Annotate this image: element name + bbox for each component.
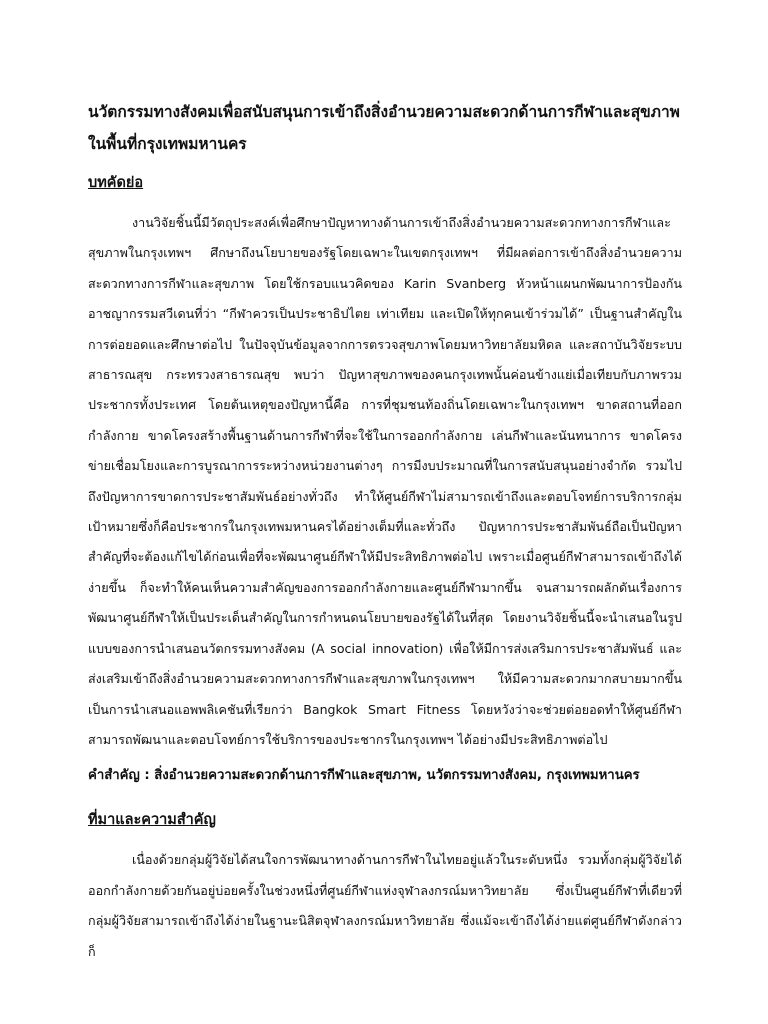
- background-heading: ที่มาและความสำคัญ: [88, 812, 216, 829]
- background-paragraph: เนื่องด้วยกลุ่มผู้วิจัยได้สนใจการพัฒนาทางด้านการกีฬาในไทยอยู่แล้วในระดับหนึ่ง รวมทั้งกลุ่มผู้วิจัยได้ออกกำลังกายด้วยกันอยู่บ่อยครั้งในช่วงหนึ่งที่ศูนย์กีฬาแห่งจุฬาลงกรณ์มหาวิทยาลัย ซึ่งเป็นศูนย์กีฬาที่เดียวที่กลุ่มผู้วิจัยสามารถเข้าถึงได้ง่ายในฐานะนิสิตจุฬาลงกรณ์มหาวิทยาลัย ซึ่งแม้จะเข้าถึงได้ง่ายแต่ศูนย์กีฬาดังกล่าวก็: [88, 852, 682, 959]
- abstract-heading: บทคัดย่อ: [88, 175, 144, 191]
- abstract-paragraph: งานวิจัยชิ้นนี้มีวัตถุประสงค์เพื่อศึกษาปัญหาทางด้านการเข้าถึงสิ่งอำนวยความสะดวกทางการกีฬาและสุขภาพในกรุงเทพฯ ศึกษาถึงนโยบายของรัฐโดยเฉพาะในเขตกรุงเทพฯ ที่มีผลต่อการเข้าถึงสิ่งอำนวยความสะดวกทางการกีฬาและสุขภาพ โดยใช้กรอบแนวคิดของ Karin Svanberg หัวหน้าแผนกพัฒนาการป้องกันอาชญากรรมสวีเดนที่ว่า “กีฬาควรเป็นประชาธิปไตย เท่าเทียม และเปิดให้ทุกคนเข้าร่วมได้” เป็นฐานสำคัญในการต่อยอดและศึกษาต่อไป ในปัจจุบันข้อมูลจากการตรวจสุขภาพโดยมหาวิทยาลัยมหิดล และสถาบันวิจัยระบบสาธารณสุข กระทรวงสาธารณสุข พบว่า ปัญหาสุขภาพของคนกรุงเทพนั้นค่อนข้างแย่เมื่อเทียบกับภาพรวมประชากรทั้งประเทศ โดยต้นเหตุของปัญหานี้คือ การที่ชุมชนท้องถิ่นโดยเฉพาะในกรุงเทพฯ ขาดสถานที่ออกกำลังกาย ขาดโครงสร้างพื้นฐานด้านการกีฬาที่จะใช้ในการออกกำลังกาย เล่นกีฬาและนันทนาการ ขาดโครงข่ายเชื่อมโยงและการบูรณาการระหว่างหน่วยงานต่างๆ การมีงบประมาณที่ในการสนับสนุนอย่างจำกัด รวมไปถึงปัญหาการขาดการประชาสัมพันธ์อย่างทั่วถึง ทำให้ศูนย์กีฬาไม่สามารถเข้าถึงและตอบโจทย์การบริการกลุ่มเป้าหมายซึ่งก็คือประชากรในกรุงเทพมหานครได้อย่างเต็มที่และทั่วถึง ปัญหาการประชาสัมพันธ์ถือเป็นปัญหาสำคัญที่จะต้องแก้ไขได้ก่อนเพื่อที่จะพัฒนาศูนย์กีฬาให้มีประสิทธิภาพต่อไป เพราะเมื่อศูนย์กีฬาสามารถเข้าถึงได้ง่ายขึ้น ก็จะทำให้คนเห็นความสำคัญของการออกกำลังกายและศูนย์กีฬามากขึ้น จนสามารถผลักดันเรื่องการพัฒนาศูนย์กีฬาให้เป็นประเด็นสำคัญในการกำหนดนโยบายของรัฐได้ในที่สุด โดยงานวิจัยชิ้นนี้จะนำเสนอในรูปแบบของการนำเสนอนวัตกรรมทางสังคม (A social innovation) เพื่อให้มีการส่งเสริมการประชาสัมพันธ์ และส่งเสริมเข้าถึงสิ่งอำนวยความสะดวกทางการกีฬาและสุขภาพในกรุงเทพฯ ให้มีความสะดวกมากสบายมากขึ้น เป็นการนำเสนอแอพพลิเคชันที่เรียกว่า Bangkok Smart Fitness โดยหวังว่าจะช่วยต่อยอดทำให้ศูนย์กีฬาสามารถพัฒนาและตอบโจทย์การใช้บริการของประชากรในกรุงเทพฯ ได้อย่างมีประสิทธิภาพต่อไป: [88, 215, 682, 747]
- document-title: นวัตกรรมทางสังคมเพื่อสนับสนุนการเข้าถึงสิ่งอำนวยความสะดวกด้านการกีฬาและสุขภาพในพื้นที่กรุงเทพมหานคร: [88, 103, 680, 153]
- keywords-line: คำสำคัญ : สิ่งอำนวยความสะดวกด้านการกีฬาและสุขภาพ, นวัตกรรมทางสังคม, กรุงเทพมหานคร: [88, 768, 640, 784]
- document-page: [88, 96, 682, 967]
